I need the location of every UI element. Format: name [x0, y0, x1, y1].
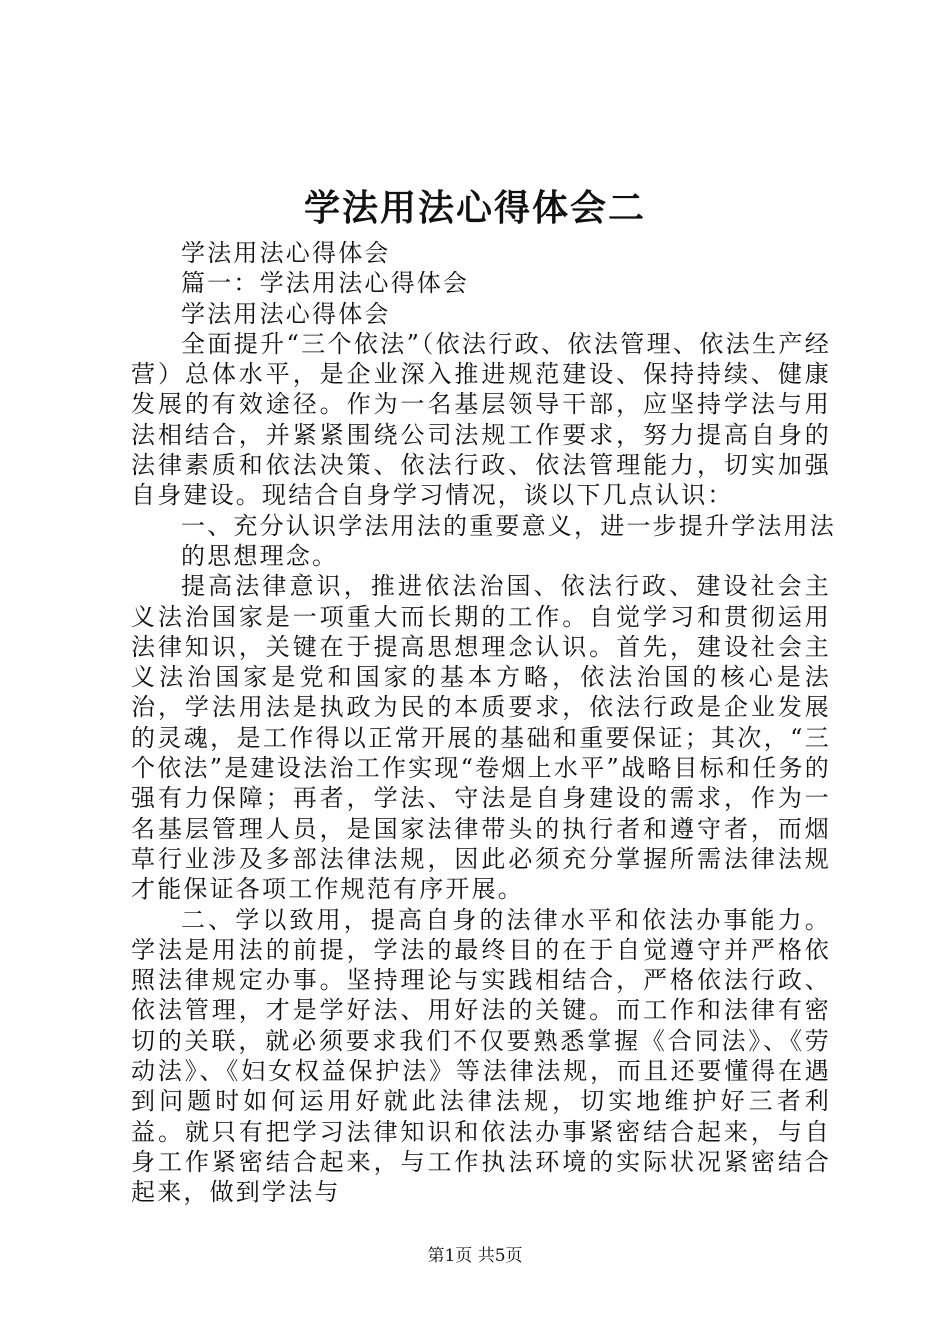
- subtitle-line: 学法用法心得体会: [181, 239, 391, 267]
- document-body: [131, 238, 836, 1208]
- body-paragraph: 提高法律意识，推进依法治国、依法行政、建设社会主义法治国家是一项重大而长期的工作。自觉学习和贯彻运用法律知识，关键在于提高思想理念认识。首先，建设社会主义法治国家是党和国家的基本方略，依法治国的核心是法治，学法用法是执政为民的本质要求，依法行政是企业发展的灵魂，是工作得以正常开展的基础和重要保证；其次，“三个依法”是建设法治工作实现“卷烟上水平”战略目标和任务的强有力保障；再者，学法、守法是自身建设的需求，作为一名基层管理人员，是国家法律带头的执行者和遵守者，而烟草行业涉及多部法律法规，因此必须充分掌握所需法律法规才能保证各项工作规范有序开展。: [131, 572, 831, 904]
- chapter-subtitle: 学法用法心得体会: [181, 299, 391, 328]
- body-paragraph: 全面提升“三个依法”（依法行政、依法管理、依法生产经营）总体水平，是企业深入推进规范建设、保持持续、健康发展的有效途径。作为一名基层领导干部，应坚持学法与用法相结合，并紧紧围绕公司法规工作要求，努力提高自身的法律素质和依法决策、依法行政、依法管理能力，切实加强自身建设。现结合自身学习情况，谈以下几点认识：: [131, 329, 831, 510]
- section-heading-line1: 一、充分认识学法用法的重要意义，进一步提升学法用法: [181, 511, 836, 540]
- chapter-heading: 篇一：学法用法心得体会: [181, 269, 470, 298]
- body-paragraph: 二、学以致用，提高自身的法律水平和依法办事能力。学法是用法的前提，学法的最终目的在于自觉遵守并严格依照法律规定办事。坚持理论与实践相结合，严格依法行政、依法管理，才是学好法、用好法的关键。而工作和法律有密切的关联，就必须要求我们不仅要熟悉掌握《合同法》、《劳动法》、《妇女权益保护法》等法律法规，而且还要懂得在遇到问题时如何运用好就此法律法规，切实地维护好三者利益。就只有把学习法律知识和依法办事紧密结合起来，与自身工作紧密结合起来，与工作执法环境的实际状况紧密结合起来，做到学法与: [131, 905, 831, 1207]
- document-title: 学法用法心得体会二: [303, 187, 646, 229]
- page-footer: 第1页 共5页: [427, 1246, 523, 1266]
- section-heading-line2: 的思想理念。: [181, 541, 339, 570]
